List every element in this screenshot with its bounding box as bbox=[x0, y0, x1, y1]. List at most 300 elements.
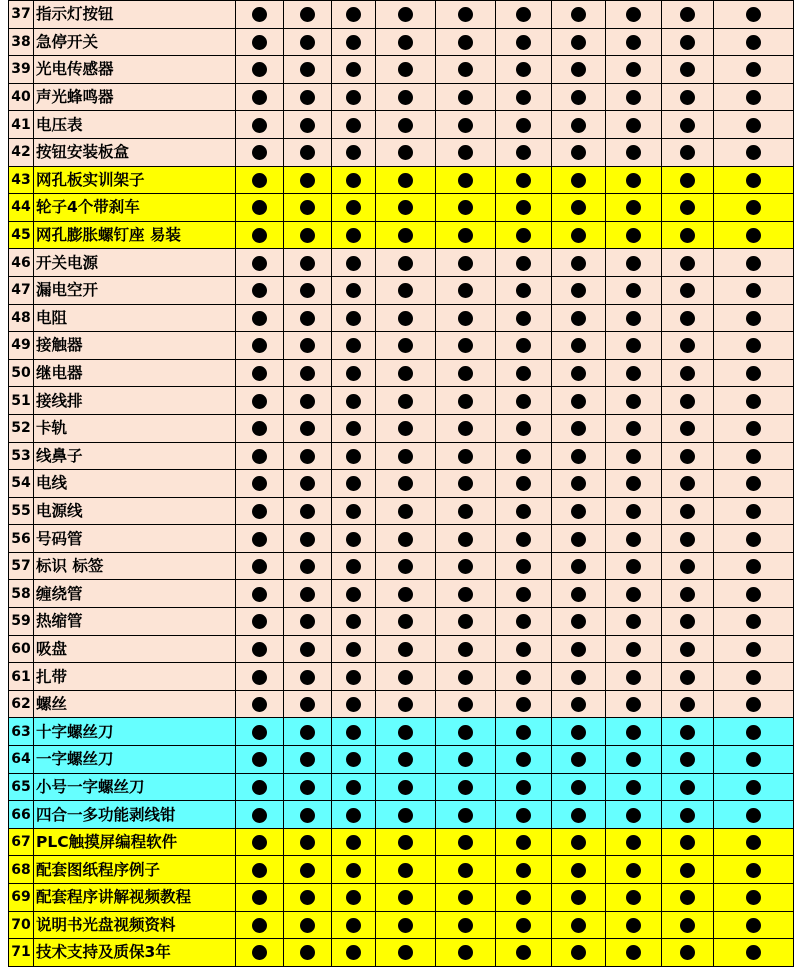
filled-circle-icon bbox=[626, 614, 641, 629]
mark-cell bbox=[236, 1, 284, 29]
mark-cell bbox=[496, 663, 552, 691]
table-row bbox=[9, 221, 794, 249]
filled-circle-icon bbox=[252, 752, 267, 767]
mark-cell bbox=[332, 249, 376, 277]
filled-circle-icon bbox=[300, 394, 315, 409]
mark-cell bbox=[606, 359, 662, 387]
filled-circle-icon bbox=[458, 228, 473, 243]
item-name: 指示灯按钮 bbox=[34, 1, 236, 29]
mark-cell bbox=[284, 359, 332, 387]
mark-cell bbox=[436, 470, 496, 498]
mark-cell bbox=[332, 939, 376, 967]
filled-circle-icon bbox=[398, 449, 413, 464]
filled-circle-icon bbox=[626, 145, 641, 160]
mark-cell bbox=[436, 939, 496, 967]
filled-circle-icon bbox=[252, 311, 267, 326]
mark-cell bbox=[496, 194, 552, 222]
mark-cell bbox=[714, 856, 794, 884]
filled-circle-icon bbox=[458, 945, 473, 960]
filled-circle-icon bbox=[346, 118, 361, 133]
filled-circle-icon bbox=[680, 173, 695, 188]
filled-circle-icon bbox=[516, 808, 531, 823]
item-name: 缠绕管 bbox=[34, 580, 236, 608]
filled-circle-icon bbox=[398, 228, 413, 243]
filled-circle-icon bbox=[458, 256, 473, 271]
filled-circle-icon bbox=[626, 725, 641, 740]
mark-cell bbox=[436, 194, 496, 222]
filled-circle-icon bbox=[571, 945, 586, 960]
row-number: 55 bbox=[9, 497, 34, 525]
mark-cell bbox=[714, 911, 794, 939]
row-number: 40 bbox=[9, 83, 34, 111]
filled-circle-icon bbox=[398, 670, 413, 685]
mark-cell bbox=[236, 801, 284, 829]
mark-cell bbox=[236, 746, 284, 774]
row-number: 44 bbox=[9, 194, 34, 222]
mark-cell bbox=[552, 194, 606, 222]
mark-cell bbox=[662, 911, 714, 939]
filled-circle-icon bbox=[300, 90, 315, 105]
filled-circle-icon bbox=[252, 145, 267, 160]
filled-circle-icon bbox=[680, 863, 695, 878]
item-name: 继电器 bbox=[34, 359, 236, 387]
mark-cell bbox=[496, 773, 552, 801]
mark-cell bbox=[236, 414, 284, 442]
filled-circle-icon bbox=[626, 559, 641, 574]
filled-circle-icon bbox=[626, 228, 641, 243]
mark-cell bbox=[714, 635, 794, 663]
mark-cell bbox=[436, 28, 496, 56]
mark-cell bbox=[436, 801, 496, 829]
row-number: 62 bbox=[9, 690, 34, 718]
mark-cell bbox=[376, 414, 436, 442]
filled-circle-icon bbox=[458, 587, 473, 602]
mark-cell bbox=[496, 56, 552, 84]
filled-circle-icon bbox=[252, 587, 267, 602]
filled-circle-icon bbox=[252, 808, 267, 823]
filled-circle-icon bbox=[458, 476, 473, 491]
table-row bbox=[9, 1, 794, 29]
mark-cell bbox=[376, 332, 436, 360]
filled-circle-icon bbox=[458, 835, 473, 850]
mark-cell bbox=[552, 690, 606, 718]
mark-cell bbox=[496, 304, 552, 332]
mark-cell bbox=[606, 304, 662, 332]
filled-circle-icon bbox=[458, 35, 473, 50]
mark-cell bbox=[496, 635, 552, 663]
filled-circle-icon bbox=[516, 697, 531, 712]
filled-circle-icon bbox=[746, 283, 761, 298]
filled-circle-icon bbox=[680, 614, 695, 629]
mark-cell bbox=[662, 939, 714, 967]
filled-circle-icon bbox=[746, 587, 761, 602]
mark-cell bbox=[284, 608, 332, 636]
filled-circle-icon bbox=[300, 504, 315, 519]
item-name: 按钮安装板盒 bbox=[34, 138, 236, 166]
filled-circle-icon bbox=[398, 808, 413, 823]
filled-circle-icon bbox=[626, 283, 641, 298]
mark-cell bbox=[552, 856, 606, 884]
filled-circle-icon bbox=[571, 394, 586, 409]
mark-cell bbox=[436, 249, 496, 277]
filled-circle-icon bbox=[516, 421, 531, 436]
item-name: 配套程序讲解视频教程 bbox=[34, 884, 236, 912]
row-number: 37 bbox=[9, 1, 34, 29]
mark-cell bbox=[436, 884, 496, 912]
table-row bbox=[9, 552, 794, 580]
mark-cell bbox=[496, 138, 552, 166]
mark-cell bbox=[662, 801, 714, 829]
filled-circle-icon bbox=[346, 228, 361, 243]
filled-circle-icon bbox=[516, 35, 531, 50]
filled-circle-icon bbox=[346, 421, 361, 436]
filled-circle-icon bbox=[252, 394, 267, 409]
item-name: 号码管 bbox=[34, 525, 236, 553]
mark-cell bbox=[662, 304, 714, 332]
filled-circle-icon bbox=[346, 808, 361, 823]
table-row bbox=[9, 470, 794, 498]
filled-circle-icon bbox=[626, 421, 641, 436]
mark-cell bbox=[332, 552, 376, 580]
mark-cell bbox=[436, 746, 496, 774]
mark-cell bbox=[436, 414, 496, 442]
mark-cell bbox=[376, 56, 436, 84]
item-name: 电线 bbox=[34, 470, 236, 498]
mark-cell bbox=[496, 690, 552, 718]
mark-cell bbox=[284, 470, 332, 498]
filled-circle-icon bbox=[746, 200, 761, 215]
filled-circle-icon bbox=[680, 587, 695, 602]
table-row bbox=[9, 359, 794, 387]
mark-cell bbox=[662, 111, 714, 139]
mark-cell bbox=[552, 111, 606, 139]
mark-cell bbox=[662, 497, 714, 525]
mark-cell bbox=[552, 1, 606, 29]
row-number: 52 bbox=[9, 414, 34, 442]
table-row bbox=[9, 497, 794, 525]
filled-circle-icon bbox=[458, 918, 473, 933]
mark-cell bbox=[662, 332, 714, 360]
filled-circle-icon bbox=[571, 752, 586, 767]
row-number: 61 bbox=[9, 663, 34, 691]
mark-cell bbox=[496, 856, 552, 884]
filled-circle-icon bbox=[571, 587, 586, 602]
mark-cell bbox=[606, 442, 662, 470]
filled-circle-icon bbox=[626, 697, 641, 712]
mark-cell bbox=[436, 828, 496, 856]
filled-circle-icon bbox=[346, 725, 361, 740]
mark-cell bbox=[376, 773, 436, 801]
filled-circle-icon bbox=[300, 145, 315, 160]
filled-circle-icon bbox=[346, 90, 361, 105]
filled-circle-icon bbox=[398, 35, 413, 50]
filled-circle-icon bbox=[300, 642, 315, 657]
filled-circle-icon bbox=[300, 780, 315, 795]
filled-circle-icon bbox=[346, 173, 361, 188]
mark-cell bbox=[496, 525, 552, 553]
filled-circle-icon bbox=[398, 476, 413, 491]
filled-circle-icon bbox=[252, 7, 267, 22]
filled-circle-icon bbox=[398, 697, 413, 712]
filled-circle-icon bbox=[516, 228, 531, 243]
mark-cell bbox=[236, 276, 284, 304]
mark-cell bbox=[284, 387, 332, 415]
mark-cell bbox=[236, 359, 284, 387]
mark-cell bbox=[284, 83, 332, 111]
table-row bbox=[9, 414, 794, 442]
filled-circle-icon bbox=[516, 283, 531, 298]
filled-circle-icon bbox=[680, 697, 695, 712]
filled-circle-icon bbox=[398, 752, 413, 767]
mark-cell bbox=[236, 911, 284, 939]
filled-circle-icon bbox=[346, 283, 361, 298]
mark-cell bbox=[284, 138, 332, 166]
filled-circle-icon bbox=[746, 35, 761, 50]
filled-circle-icon bbox=[516, 173, 531, 188]
mark-cell bbox=[376, 166, 436, 194]
mark-cell bbox=[496, 884, 552, 912]
filled-circle-icon bbox=[626, 35, 641, 50]
mark-cell bbox=[284, 332, 332, 360]
mark-cell bbox=[436, 276, 496, 304]
mark-cell bbox=[714, 111, 794, 139]
filled-circle-icon bbox=[516, 366, 531, 381]
mark-cell bbox=[376, 497, 436, 525]
mark-cell bbox=[332, 525, 376, 553]
filled-circle-icon bbox=[746, 173, 761, 188]
filled-circle-icon bbox=[346, 642, 361, 657]
mark-cell bbox=[662, 884, 714, 912]
mark-cell bbox=[376, 552, 436, 580]
filled-circle-icon bbox=[252, 200, 267, 215]
row-number: 65 bbox=[9, 773, 34, 801]
filled-circle-icon bbox=[680, 394, 695, 409]
mark-cell bbox=[552, 580, 606, 608]
mark-cell bbox=[436, 690, 496, 718]
item-name: 电阻 bbox=[34, 304, 236, 332]
filled-circle-icon bbox=[252, 614, 267, 629]
mark-cell bbox=[714, 746, 794, 774]
mark-cell bbox=[436, 166, 496, 194]
mark-cell bbox=[332, 608, 376, 636]
filled-circle-icon bbox=[571, 918, 586, 933]
mark-cell bbox=[714, 221, 794, 249]
mark-cell bbox=[552, 801, 606, 829]
mark-cell bbox=[284, 690, 332, 718]
filled-circle-icon bbox=[571, 642, 586, 657]
row-number: 39 bbox=[9, 56, 34, 84]
filled-circle-icon bbox=[300, 476, 315, 491]
mark-cell bbox=[714, 497, 794, 525]
row-number: 57 bbox=[9, 552, 34, 580]
filled-circle-icon bbox=[746, 697, 761, 712]
row-number: 41 bbox=[9, 111, 34, 139]
mark-cell bbox=[496, 249, 552, 277]
filled-circle-icon bbox=[346, 200, 361, 215]
filled-circle-icon bbox=[516, 90, 531, 105]
mark-cell bbox=[606, 497, 662, 525]
mark-cell bbox=[236, 497, 284, 525]
filled-circle-icon bbox=[346, 670, 361, 685]
mark-cell bbox=[236, 608, 284, 636]
row-number: 63 bbox=[9, 718, 34, 746]
filled-circle-icon bbox=[458, 697, 473, 712]
mark-cell bbox=[714, 470, 794, 498]
filled-circle-icon bbox=[626, 338, 641, 353]
filled-circle-icon bbox=[746, 449, 761, 464]
filled-circle-icon bbox=[516, 587, 531, 602]
filled-circle-icon bbox=[680, 808, 695, 823]
filled-circle-icon bbox=[746, 780, 761, 795]
filled-circle-icon bbox=[346, 863, 361, 878]
filled-circle-icon bbox=[516, 200, 531, 215]
mark-cell bbox=[552, 83, 606, 111]
filled-circle-icon bbox=[398, 780, 413, 795]
filled-circle-icon bbox=[252, 863, 267, 878]
table-row bbox=[9, 276, 794, 304]
filled-circle-icon bbox=[300, 256, 315, 271]
mark-cell bbox=[662, 525, 714, 553]
filled-circle-icon bbox=[516, 256, 531, 271]
mark-cell bbox=[662, 194, 714, 222]
filled-circle-icon bbox=[300, 7, 315, 22]
row-number: 51 bbox=[9, 387, 34, 415]
filled-circle-icon bbox=[680, 200, 695, 215]
mark-cell bbox=[606, 194, 662, 222]
filled-circle-icon bbox=[300, 200, 315, 215]
filled-circle-icon bbox=[680, 228, 695, 243]
mark-cell bbox=[332, 663, 376, 691]
row-number: 49 bbox=[9, 332, 34, 360]
filled-circle-icon bbox=[571, 200, 586, 215]
row-number: 66 bbox=[9, 801, 34, 829]
table-row bbox=[9, 939, 794, 967]
filled-circle-icon bbox=[252, 835, 267, 850]
mark-cell bbox=[552, 884, 606, 912]
mark-cell bbox=[376, 525, 436, 553]
filled-circle-icon bbox=[680, 945, 695, 960]
item-name: 电源线 bbox=[34, 497, 236, 525]
mark-cell bbox=[284, 580, 332, 608]
mark-cell bbox=[376, 801, 436, 829]
mark-cell bbox=[236, 884, 284, 912]
mark-cell bbox=[606, 1, 662, 29]
mark-cell bbox=[606, 939, 662, 967]
mark-cell bbox=[376, 856, 436, 884]
filled-circle-icon bbox=[252, 338, 267, 353]
row-number: 46 bbox=[9, 249, 34, 277]
filled-circle-icon bbox=[346, 504, 361, 519]
mark-cell bbox=[332, 1, 376, 29]
filled-circle-icon bbox=[398, 614, 413, 629]
row-number: 45 bbox=[9, 221, 34, 249]
filled-circle-icon bbox=[626, 918, 641, 933]
filled-circle-icon bbox=[516, 725, 531, 740]
filled-circle-icon bbox=[746, 918, 761, 933]
mark-cell bbox=[552, 828, 606, 856]
mark-cell bbox=[236, 690, 284, 718]
filled-circle-icon bbox=[300, 366, 315, 381]
filled-circle-icon bbox=[680, 35, 695, 50]
mark-cell bbox=[236, 663, 284, 691]
mark-cell bbox=[436, 773, 496, 801]
table-row bbox=[9, 56, 794, 84]
filled-circle-icon bbox=[458, 283, 473, 298]
mark-cell bbox=[714, 28, 794, 56]
mark-cell bbox=[376, 1, 436, 29]
filled-circle-icon bbox=[626, 504, 641, 519]
row-number: 58 bbox=[9, 580, 34, 608]
mark-cell bbox=[714, 1, 794, 29]
mark-cell bbox=[714, 249, 794, 277]
filled-circle-icon bbox=[626, 890, 641, 905]
filled-circle-icon bbox=[398, 587, 413, 602]
filled-circle-icon bbox=[680, 366, 695, 381]
filled-circle-icon bbox=[571, 890, 586, 905]
filled-circle-icon bbox=[680, 449, 695, 464]
filled-circle-icon bbox=[680, 421, 695, 436]
filled-circle-icon bbox=[680, 780, 695, 795]
mark-cell bbox=[236, 939, 284, 967]
mark-cell bbox=[662, 28, 714, 56]
filled-circle-icon bbox=[346, 780, 361, 795]
mark-cell bbox=[662, 221, 714, 249]
filled-circle-icon bbox=[680, 504, 695, 519]
mark-cell bbox=[714, 690, 794, 718]
mark-cell bbox=[496, 608, 552, 636]
filled-circle-icon bbox=[398, 642, 413, 657]
table-row bbox=[9, 746, 794, 774]
filled-circle-icon bbox=[346, 338, 361, 353]
filled-circle-icon bbox=[516, 338, 531, 353]
mark-cell bbox=[606, 828, 662, 856]
mark-cell bbox=[284, 856, 332, 884]
mark-cell bbox=[496, 828, 552, 856]
filled-circle-icon bbox=[626, 118, 641, 133]
mark-cell bbox=[332, 773, 376, 801]
filled-circle-icon bbox=[680, 118, 695, 133]
filled-circle-icon bbox=[516, 62, 531, 77]
filled-circle-icon bbox=[346, 835, 361, 850]
filled-circle-icon bbox=[571, 863, 586, 878]
mark-cell bbox=[284, 773, 332, 801]
filled-circle-icon bbox=[571, 311, 586, 326]
mark-cell bbox=[332, 28, 376, 56]
mark-cell bbox=[552, 718, 606, 746]
mark-cell bbox=[376, 580, 436, 608]
mark-cell bbox=[714, 166, 794, 194]
mark-cell bbox=[496, 166, 552, 194]
filled-circle-icon bbox=[458, 752, 473, 767]
filled-circle-icon bbox=[300, 559, 315, 574]
filled-circle-icon bbox=[346, 587, 361, 602]
item-name: 十字螺丝刀 bbox=[34, 718, 236, 746]
mark-cell bbox=[284, 442, 332, 470]
filled-circle-icon bbox=[252, 697, 267, 712]
mark-cell bbox=[332, 83, 376, 111]
mark-cell bbox=[236, 28, 284, 56]
filled-circle-icon bbox=[398, 256, 413, 271]
filled-circle-icon bbox=[300, 725, 315, 740]
mark-cell bbox=[436, 497, 496, 525]
filled-circle-icon bbox=[626, 587, 641, 602]
mark-cell bbox=[376, 221, 436, 249]
mark-cell bbox=[662, 828, 714, 856]
filled-circle-icon bbox=[626, 863, 641, 878]
mark-cell bbox=[236, 387, 284, 415]
filled-circle-icon bbox=[398, 835, 413, 850]
filled-circle-icon bbox=[398, 532, 413, 547]
